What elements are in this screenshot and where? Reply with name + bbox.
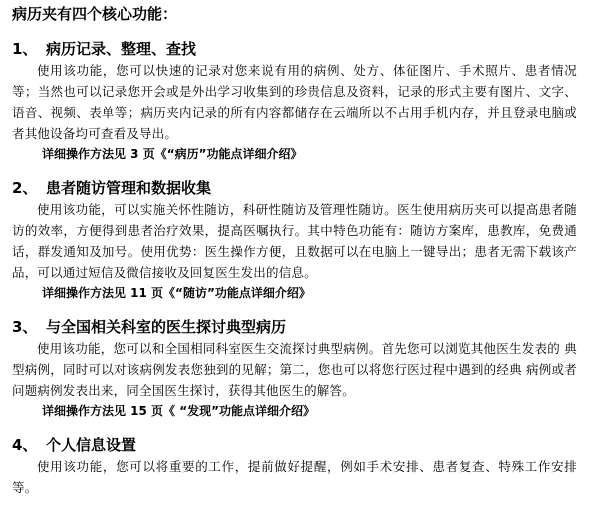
section-body: 使用该功能，您可以将重要的工作，提前做好提醒，例如手术安排、患者复查、特殊工作安排等。 <box>12 459 577 495</box>
section-reference: 详细操作方法见 11 页《“随访”功能点详细介绍》 <box>42 286 311 300</box>
section-body: 使用该功能，您可以和全国相同科室医生交流探讨典型病例。首先您可以浏览其他医生发表的 典型病例，同时可以对该病例发表您独到的见解；第二，您也可以将您行医过程中遇到的经典 病例或者问题病例发表出来，同全国医生探讨，获得其他医生的解答。 <box>12 341 577 398</box>
section-heading <box>12 434 577 456</box>
section-number: 3、 <box>12 318 38 336</box>
section-reference: 详细操作方法见 15 页《 “发现”功能点详细介绍》 <box>42 404 316 418</box>
section-body: 使用该功能，可以实施关怀性随访，科研性随访及管理性随访。医生使用病历夹可以提高患者随访的效率，方便得到患者治疗效果，提高医嘱执行。其中特色功能有：随访方案库，患教库，免费通话，群发通知及加号。使用优势：医生操作方便，且数据可以在电脑上一键导出；患者无需下载该产品，可以通过短信及微信接收及回复医生发出的信息。 <box>12 202 577 280</box>
section-3 <box>12 316 577 422</box>
section-number: 2、 <box>12 179 38 197</box>
section-heading <box>12 316 577 338</box>
section-number: 1、 <box>12 40 38 58</box>
section-title: 与全国相关科室的医生探讨典型病历 <box>46 318 287 336</box>
section-title: 患者随访管理和数据收集 <box>46 179 212 197</box>
section-4 <box>12 434 577 498</box>
section-heading <box>12 177 577 199</box>
document-title: 病历夹有四个核心功能： <box>12 5 178 23</box>
section-title: 个人信息设置 <box>46 436 137 454</box>
section-number: 4、 <box>12 436 38 454</box>
section-2 <box>12 177 577 304</box>
section-title: 病历记录、整理、查找 <box>46 40 197 58</box>
section-1 <box>12 38 577 165</box>
section-heading <box>12 38 577 60</box>
section-reference: 详细操作方法见 3 页《“病历”功能点详细介绍》 <box>42 147 303 161</box>
section-body: 使用该功能，您可以快速的记录对您来说有用的病例、处方、体征图片、手术照片、患者情况等；当然也可以记录您开会或是外出学习收集到的珍贵信息及资料，记录的形式主要有图片、文字、语音、视频、表单等；病历夹内记录的所有内容都储存在云端所以不占用手机内存，并且登录电脑或者其他设备均可查看及导出。 <box>12 63 577 141</box>
